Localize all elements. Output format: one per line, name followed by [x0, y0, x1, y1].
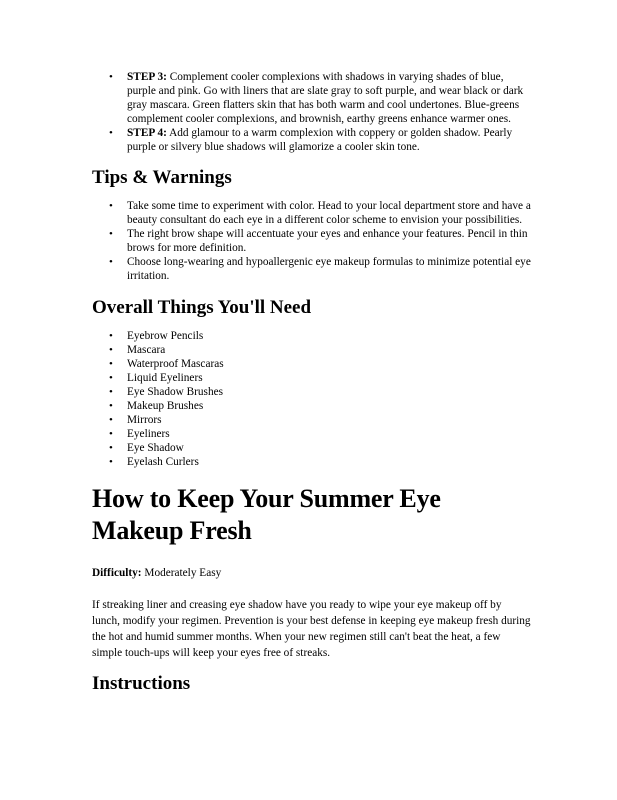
list-item: • Eye Shadow Brushes	[127, 385, 532, 399]
step-text: Complement cooler complexions with shadows in varying shades of blue, purple and pink. Go with liners that are slate gray to soft purple, and wear black or dark gray mascara. Green flatters skin that has both warm and cool undertones. Blue-greens complement cooler complexions, and brownish, earthy greens enhance warmer ones.	[127, 71, 524, 125]
article-title: How to Keep Your Summer Eye Makeup Fresh	[92, 484, 441, 545]
difficulty-line	[92, 565, 532, 581]
list-item: • The right brow shape will accentuate your eyes and enhance your features. Pencil in thin brows for more definition.	[127, 227, 532, 255]
tips-heading: Tips & Warnings	[92, 167, 232, 188]
list-item: • Waterproof Mascaras	[127, 357, 532, 371]
list-item: • Eye Shadow	[127, 441, 532, 455]
list-item: • Eyebrow Pencils	[127, 329, 532, 343]
list-item: • Makeup Brushes	[127, 399, 532, 413]
steps-list	[92, 70, 532, 154]
needs-heading: Overall Things You'll Need	[92, 297, 312, 318]
document-page	[92, 70, 532, 695]
list-item: • Eyeliners	[127, 427, 532, 441]
step-label: STEP 4:	[127, 127, 167, 139]
step-text: Add glamour to a warm complexion with coppery or golden shadow. Pearly purple or silvery blue shadows will glamorize a cooler skin tone.	[127, 127, 513, 153]
difficulty-value: Moderately Easy	[141, 567, 222, 579]
list-item: • Liquid Eyeliners	[127, 371, 532, 385]
needs-list	[92, 329, 532, 469]
list-item: • Mascara	[127, 343, 532, 357]
intro-paragraph: If streaking liner and creasing eye shadow have you ready to wipe your eye makeup off by lunch, modify your regimen. Prevention is your best defense in keeping eye makeup fresh during the hot and humid summer months. When your new regimen still can't beat the heat, a few simple touch-ups will keep your eyes free of streaks.	[92, 599, 531, 659]
difficulty-label: Difficulty:	[92, 567, 142, 579]
list-item: • Choose long-wearing and hypoallergenic eye makeup formulas to minimize potential eye irritation.	[127, 255, 532, 283]
tips-list	[92, 199, 532, 283]
step-label: STEP 3:	[127, 71, 167, 83]
instructions-heading: Instructions	[92, 673, 191, 694]
list-item: • Eyelash Curlers	[127, 455, 532, 469]
list-item: • Mirrors	[127, 413, 532, 427]
list-item: • Take some time to experiment with color. Head to your local department store and have a beauty consultant do each eye in a different color scheme to envision your possibilities.	[127, 199, 532, 227]
list-item	[127, 126, 532, 154]
list-item	[127, 70, 532, 126]
